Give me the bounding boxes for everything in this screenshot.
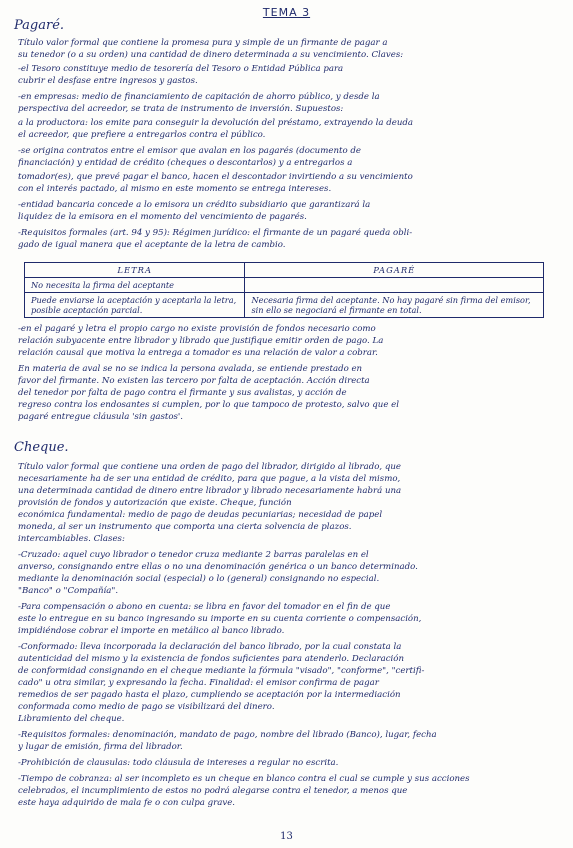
text-line: gado de igual manera que el aceptante de la letra de cambio.	[18, 240, 286, 250]
text-line: En materia de aval se no se indica la persona avalada, se entiende prestado en	[18, 364, 363, 374]
text-line: -entidad bancaria concede a lo emisora un crédito subsidiario que garantizará la	[18, 200, 371, 210]
text-line: impidiéndose cobrar el importe en metálico al banco librado.	[18, 626, 285, 636]
text-line: -Requisitos formales (art. 94 y 95): Régimen jurídico: el firmante de un pagaré queda obli-	[18, 228, 413, 238]
text-line: -Para compensación o abono en cuenta: se libra en favor del tomador en el fin de que	[18, 602, 391, 612]
text-line: -Requisitos formales: denominación, mandato de pago, nombre del librado (Banco), lugar, fecha	[18, 730, 437, 740]
text-line: cubrir el desfase entre ingresos y gastos.	[18, 76, 198, 86]
text-line: este haya adquirido de mala fe o con culpa grave.	[18, 798, 236, 808]
text-line: del tenedor por falta de pago contra el firmante y sus avalistas, y acción de	[18, 388, 347, 398]
text-line: -Cruzado: aquel cuyo librador o tenedor cruza mediante 2 barras paralelas en el	[18, 550, 369, 560]
text-line: de conformidad consignando en el cheque mediante la fórmula "visado", "conforme", "certifi-	[18, 666, 425, 676]
text-line: mediante la denominación social (especial) o lo (general) consignando no especial.	[18, 574, 380, 584]
text-line: relación subyacente entre librador y librado que justifique emitir orden de pago. La	[18, 336, 384, 346]
text-line: necesariamente ha de ser una entidad de crédito, para que pague, a la vista del mismo,	[18, 474, 401, 484]
text-line: remedios de ser pagado hasta el plazo, cumpliendo se aceptación por la intermediación	[18, 690, 401, 700]
text-line: una determinada cantidad de dinero entre librador y librado necesariamente habrá una	[18, 486, 402, 496]
text-line: el acreedor, que prefiere a entregarlos contra el público.	[18, 130, 266, 140]
text-line: -Tiempo de cobranza: al ser incompleto es un cheque en blanco contra el cual se cumple y sus acciones	[18, 774, 470, 784]
text-line: -en el pagaré y letra el propio cargo no existe provisión de fondos necesario como	[18, 324, 376, 334]
text-line: moneda, al ser un instrumento que comporta una cierta solvencia de plazos.	[18, 522, 352, 532]
text-line: provisión de fondos y autorización que existe. Cheque, función	[18, 498, 292, 508]
page-title: TEMA 3	[262, 6, 311, 19]
text-line: -Prohibición de clausulas: todo cláusula de intereses a regular no escrita.	[18, 758, 339, 768]
page-number: 13	[280, 831, 293, 842]
comparison-table	[24, 262, 544, 318]
text-line: económica fundamental: medio de pago de deudas pecuniarias; necesidad de papel	[18, 510, 383, 520]
text-line: -se origina contratos entre el emisor que avalan en los pagarés (documento de	[18, 146, 361, 156]
table-header: LETRA	[25, 263, 245, 278]
text-line: liquidez de la emisora en el momento del vencimiento de pagarés.	[18, 212, 307, 222]
text-line: cado" u otra similar, y expresando la fecha. Finalidad: el emisor confirma de pagar	[18, 678, 379, 688]
text-line: y lugar de emisión, firma del librador.	[18, 742, 183, 752]
text-line: Título valor formal que contiene la promesa pura y simple de un firmante de pagar a	[18, 38, 388, 48]
section-heading-pagare: Pagaré.	[14, 18, 65, 33]
text-line: a la productora: los emite para conseguir la devolución del préstamo, extrayendo la deuda	[18, 118, 414, 128]
text-line: celebrados, el incumplimiento de estos no podrá alegarse contra el tenedor, a menos que	[18, 786, 408, 796]
text-line: conformada como medio de pago se visibilizará del dinero.	[18, 702, 275, 712]
table-row	[25, 293, 544, 318]
section-heading-cheque: Cheque.	[14, 440, 69, 455]
table-cell: No necesita la firma del aceptante	[25, 278, 245, 293]
text-line: con el interés pactado, al mismo en este momento se entrega intereses.	[18, 184, 332, 194]
text-line: regreso contra los endosantes si cumplen, por lo que tampoco de protesto, salvo que el	[18, 400, 399, 410]
text-line: relación causal que motiva la entrega a tomador es una relación de valor a cobrar.	[18, 348, 378, 358]
text-line: favor del firmante. No existen las tercero por falta de aceptación. Acción directa	[18, 376, 370, 386]
table-header: PAGARÉ	[245, 263, 544, 278]
text-line: su tenedor (o a su orden) una cantidad de dinero determinada a su vencimiento. Claves:	[18, 50, 404, 60]
text-line: Libramiento del cheque.	[18, 714, 125, 724]
text-line: tomador(es), que prevé pagar el banco, hacen el descontador invirtiendo a su vencimiento	[18, 172, 413, 182]
text-line: intercambiables. Clases:	[18, 534, 125, 544]
text-line: -en empresas: medio de financiamiento de capitación de ahorro público, y desde la	[18, 92, 380, 102]
text-line: Título valor formal que contiene una orden de pago del librador, dirigido al librado, que	[18, 462, 401, 472]
text-line: autenticidad del mismo y la existencia de fondos suficientes para atenderlo. Declaración	[18, 654, 404, 664]
table-header-row	[25, 263, 544, 278]
text-line: este lo entregue en su banco ingresando su importe en su cuenta corriente o compensación,	[18, 614, 422, 624]
text-line: -el Tesoro constituye medio de tesorería del Tesoro o Entidad Pública para	[18, 64, 344, 74]
text-line: -Conformado: lleva incorporada la declaración del banco librado, por la cual constata la	[18, 642, 402, 652]
text-line: "Banco" o "Compañía".	[18, 586, 119, 596]
text-line: perspectiva del acreedor, se trata de instrumento de inversión. Supuestos:	[18, 104, 344, 114]
text-line: pagaré entregue cláusula 'sin gastos'.	[18, 412, 184, 422]
table-cell	[245, 278, 544, 293]
text-line: financiación) y entidad de crédito (cheques o descontarlos) y a entregarlos a	[18, 158, 353, 168]
text-line: anverso, consignando entre ellas o no una denominación genérica o un banco determinado.	[18, 562, 418, 572]
table-row	[25, 278, 544, 293]
table-cell: Puede enviarse la aceptación y aceptarla la letra, posible aceptación parcial.	[25, 293, 245, 318]
table-cell: Necesaria firma del aceptante. No hay pagaré sin firma del emisor, sin ello se negociará el firmante en total.	[245, 293, 544, 318]
